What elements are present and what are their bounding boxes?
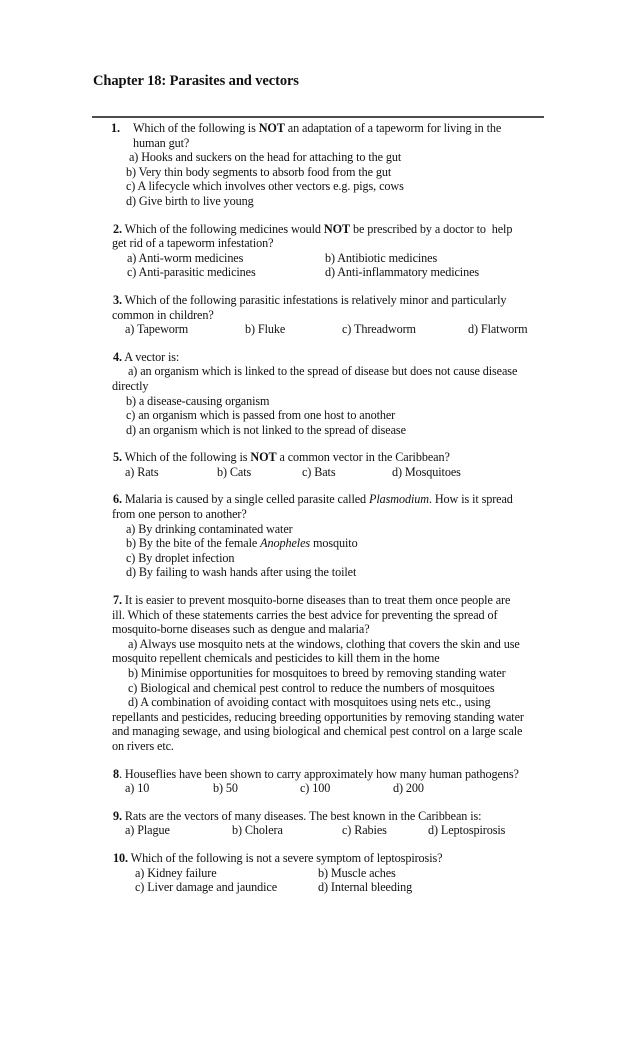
text-segment: b) Cats: [217, 464, 252, 479]
text-cell: [112, 379, 148, 394]
text-cell: [318, 880, 412, 895]
italic-text-segment: Anopheles: [260, 536, 311, 551]
text-segment: be prescribed by a doctor to help: [350, 221, 513, 236]
text-segment: a) By drinking contaminated water: [126, 521, 293, 536]
text-segment: ill. Which of these statements carries the best advice for preventing the spread of: [112, 607, 498, 622]
text-segment: d) Internal bleeding: [318, 880, 413, 895]
text-segment: c) By droplet infection: [126, 550, 235, 565]
text-segment: b) a disease-causing organism: [126, 393, 270, 408]
text-cell: [128, 666, 506, 681]
text-segment: c) an organism which is passed from one host to another: [126, 408, 396, 423]
text-cell: [126, 394, 269, 409]
questions-list: [111, 121, 581, 895]
title-divider-rule: [92, 116, 544, 118]
text-cell: [111, 121, 120, 136]
text-cell: [113, 222, 512, 237]
text-cell: [112, 724, 522, 739]
text-cell: [125, 781, 149, 796]
text-cell: [126, 179, 404, 194]
text-segment: b) Very thin body segments to absorb food from the gut: [126, 164, 392, 179]
text-segment: It is easier to prevent mosquito-borne diseases than to treat them once people are: [121, 593, 511, 608]
text-segment: b) Muscle aches: [318, 865, 396, 880]
text-cell: [126, 194, 254, 209]
text-line: [111, 866, 581, 881]
text-segment: c) 100: [300, 781, 331, 796]
text-cell: [112, 608, 497, 623]
bold-text-segment: 7.: [113, 593, 122, 608]
text-segment: d) 200: [393, 781, 424, 796]
text-line: [111, 236, 581, 251]
text-cell: [126, 165, 391, 180]
text-line: [111, 350, 581, 365]
text-segment: b) 50: [213, 781, 238, 796]
text-line: [111, 608, 581, 623]
text-cell: [112, 710, 524, 725]
text-cell: [342, 322, 416, 337]
text-line: [111, 394, 581, 409]
text-line: [111, 507, 581, 522]
text-segment: Rats are the vectors of many diseases. The best known in the Caribbean is:: [121, 808, 482, 823]
text-cell: [393, 781, 424, 796]
bold-text-segment: NOT: [323, 221, 350, 236]
text-line: [111, 265, 581, 280]
text-line: [111, 522, 581, 537]
text-cell: [133, 136, 189, 151]
text-segment: d) Flatworm: [468, 322, 528, 337]
text-line: [111, 880, 581, 895]
text-line: [111, 565, 581, 580]
text-line: [111, 739, 581, 754]
text-segment: Which of the following is: [121, 450, 251, 465]
text-segment: c) Liver damage and jaundice: [135, 880, 278, 895]
text-line: [111, 781, 581, 796]
text-cell: [113, 767, 519, 782]
text-segment: . Houseflies have been shown to carry approximately how many human pathogens?: [119, 766, 519, 781]
text-cell: [113, 851, 442, 866]
bold-text-segment: NOT: [258, 121, 285, 135]
text-line: [111, 666, 581, 681]
text-cell: [392, 465, 461, 480]
text-segment: a) Plague: [125, 823, 170, 838]
question-1: [111, 121, 581, 209]
text-cell: [232, 823, 283, 838]
text-segment: d) an organism which is not linked to the spread of disease: [126, 422, 406, 437]
text-segment: b) Minimise opportunities for mosquitoes to breed by removing standing water: [128, 666, 506, 680]
text-segment: b) By the bite of the female: [126, 536, 261, 551]
text-cell: [113, 809, 481, 824]
text-segment: and managing sewage, and using biological and chemical pest control on a large scale: [112, 724, 523, 739]
text-cell: [126, 522, 293, 537]
text-line: [111, 179, 581, 194]
text-cell: [128, 681, 494, 696]
question-7: [111, 593, 581, 754]
text-segment: c) Anti-parasitic medicines: [127, 265, 256, 280]
text-segment: a) Anti-worm medicines: [127, 250, 244, 265]
text-cell: [135, 866, 217, 881]
text-cell: [128, 364, 517, 379]
text-line: [111, 251, 581, 266]
question-6: [111, 492, 581, 580]
text-segment: get rid of a tapeworm infestation?: [112, 236, 274, 251]
text-cell: [129, 150, 401, 165]
text-segment: b) Antibiotic medicines: [325, 250, 438, 265]
text-segment: c) Threadworm: [342, 322, 416, 337]
text-line: [111, 767, 581, 782]
text-segment: Which of the following is not a severe symptom of leptospirosis?: [127, 850, 443, 865]
text-segment: . How is it spread: [428, 492, 513, 507]
text-line: [111, 379, 581, 394]
text-cell: [113, 350, 179, 365]
page-title: Chapter 18: Parasites and vectors: [93, 73, 299, 89]
bold-text-segment: 8: [113, 766, 119, 781]
text-cell: [128, 637, 520, 652]
text-cell: [302, 465, 335, 480]
text-segment: a) an organism which is linked to the spread of disease but does not cause disease: [128, 364, 518, 379]
text-line: [111, 194, 581, 209]
text-segment: Which of the following parasitic infestations is relatively minor and particularly: [121, 292, 507, 307]
question-5: [111, 450, 581, 479]
text-cell: [133, 121, 501, 136]
text-line: [111, 851, 581, 866]
text-cell: [126, 423, 406, 438]
text-line: [111, 322, 581, 337]
bold-text-segment: 5.: [113, 450, 122, 465]
question-2: [111, 222, 581, 280]
text-cell: [300, 781, 330, 796]
text-segment: d) Mosquitoes: [392, 464, 461, 479]
text-cell: [112, 651, 440, 666]
question-10: [111, 851, 581, 895]
text-cell: [112, 236, 273, 251]
text-cell: [217, 465, 251, 480]
text-cell: [112, 739, 174, 754]
text-cell: [342, 823, 387, 838]
text-line: [111, 622, 581, 637]
text-segment: d) Leptospirosis: [428, 823, 506, 838]
text-segment: c) Bats: [302, 464, 336, 479]
text-segment: a) Tapeworm: [125, 322, 189, 337]
text-segment: a) Kidney failure: [135, 865, 217, 880]
bold-text-segment: 9.: [113, 808, 122, 823]
bold-text-segment: 6.: [113, 492, 122, 507]
text-cell: [112, 622, 370, 637]
text-segment: common in children?: [112, 307, 214, 322]
text-cell: [325, 265, 479, 280]
text-cell: [127, 265, 256, 280]
text-cell: [112, 308, 214, 323]
text-cell: [468, 322, 528, 337]
text-line: [111, 536, 581, 551]
text-segment: a) 10: [125, 781, 150, 796]
text-segment: b) Cholera: [232, 823, 283, 838]
text-segment: d) Anti-inflammatory medicines: [325, 265, 480, 280]
text-cell: [213, 781, 238, 796]
text-line: [111, 809, 581, 824]
text-line: [111, 710, 581, 725]
bold-text-segment: NOT: [250, 450, 277, 465]
text-cell: [113, 593, 510, 608]
text-cell: [125, 465, 158, 480]
text-segment: b) Fluke: [245, 322, 286, 337]
text-line: [111, 150, 581, 165]
question-3: [111, 293, 581, 337]
text-cell: [112, 507, 247, 522]
text-line: [111, 695, 581, 710]
text-line: [111, 651, 581, 666]
text-cell: [135, 880, 277, 895]
italic-text-segment: Plasmodium: [369, 492, 429, 507]
text-cell: [128, 695, 490, 710]
text-segment: human gut?: [133, 135, 190, 150]
text-line: [111, 308, 581, 323]
text-segment: Which of the following is: [133, 121, 259, 135]
text-segment: a common vector in the Caribbean?: [276, 450, 450, 465]
text-cell: [113, 293, 506, 308]
text-cell: [325, 251, 437, 266]
text-cell: [113, 450, 450, 465]
question-9: [111, 809, 581, 838]
text-cell: [428, 823, 505, 838]
text-segment: a) Always use mosquito nets at the windows, clothing that covers the skin and use: [128, 636, 520, 651]
text-segment: c) Biological and chemical pest control to reduce the numbers of mosquitoes: [128, 680, 495, 695]
text-line: [111, 408, 581, 423]
text-segment: c) Rabies: [342, 823, 387, 838]
text-segment: d) A combination of avoiding contact with mosquitoes using nets etc., using: [128, 695, 491, 710]
text-line: [111, 450, 581, 465]
text-segment: mosquito-borne diseases such as dengue and malaria?: [112, 622, 370, 637]
text-segment: c) A lifecycle which involves other vectors e.g. pigs, cows: [126, 179, 404, 194]
text-line: [111, 423, 581, 438]
text-segment: a) Rats: [125, 464, 159, 479]
text-line: [111, 492, 581, 507]
text-line: [111, 551, 581, 566]
text-segment: A vector is:: [121, 349, 180, 364]
text-cell: [126, 408, 395, 423]
text-cell: [126, 551, 234, 566]
text-line: [111, 681, 581, 696]
text-segment: directly: [112, 378, 149, 393]
text-segment: on rivers etc.: [112, 738, 174, 753]
text-line: [111, 465, 581, 480]
bold-text-segment: 4.: [113, 349, 122, 364]
text-segment: mosquito: [310, 536, 358, 551]
text-cell: [127, 251, 243, 266]
text-cell: [245, 322, 285, 337]
text-line: [111, 593, 581, 608]
text-segment: d) By failing to wash hands after using the toilet: [126, 565, 357, 580]
text-line: [111, 136, 581, 151]
text-segment: d) Give birth to live young: [126, 193, 254, 208]
text-segment: mosquito repellent chemicals and pesticides to kill them in the home: [112, 651, 440, 666]
text-segment: repellants and pesticides, reducing breeding opportunities by removing standing water: [112, 709, 524, 724]
text-line: [111, 724, 581, 739]
text-cell: [318, 866, 396, 881]
question-8: [111, 767, 581, 796]
text-segment: an adaptation of a tapeworm for living in the: [284, 121, 502, 135]
text-cell: [126, 565, 356, 580]
text-line: [111, 165, 581, 180]
bold-text-segment: 3.: [113, 292, 122, 307]
question-4: [111, 350, 581, 438]
text-line: [111, 121, 581, 136]
bold-text-segment: 2.: [113, 221, 122, 236]
text-cell: [125, 823, 170, 838]
text-line: [111, 293, 581, 308]
text-cell: [125, 322, 188, 337]
text-segment: Malaria is caused by a single celled parasite called: [121, 492, 369, 507]
text-line: [111, 222, 581, 237]
text-line: [111, 637, 581, 652]
bold-text-segment: 10.: [113, 850, 128, 865]
text-segment: from one person to another?: [112, 507, 247, 522]
text-segment: Which of the following medicines would: [121, 221, 324, 236]
text-cell: [126, 536, 358, 551]
bold-text-segment: 1.: [111, 121, 120, 135]
text-line: [111, 823, 581, 838]
text-cell: [113, 492, 513, 507]
text-line: [111, 364, 581, 379]
text-segment: a) Hooks and suckers on the head for attaching to the gut: [129, 150, 402, 165]
